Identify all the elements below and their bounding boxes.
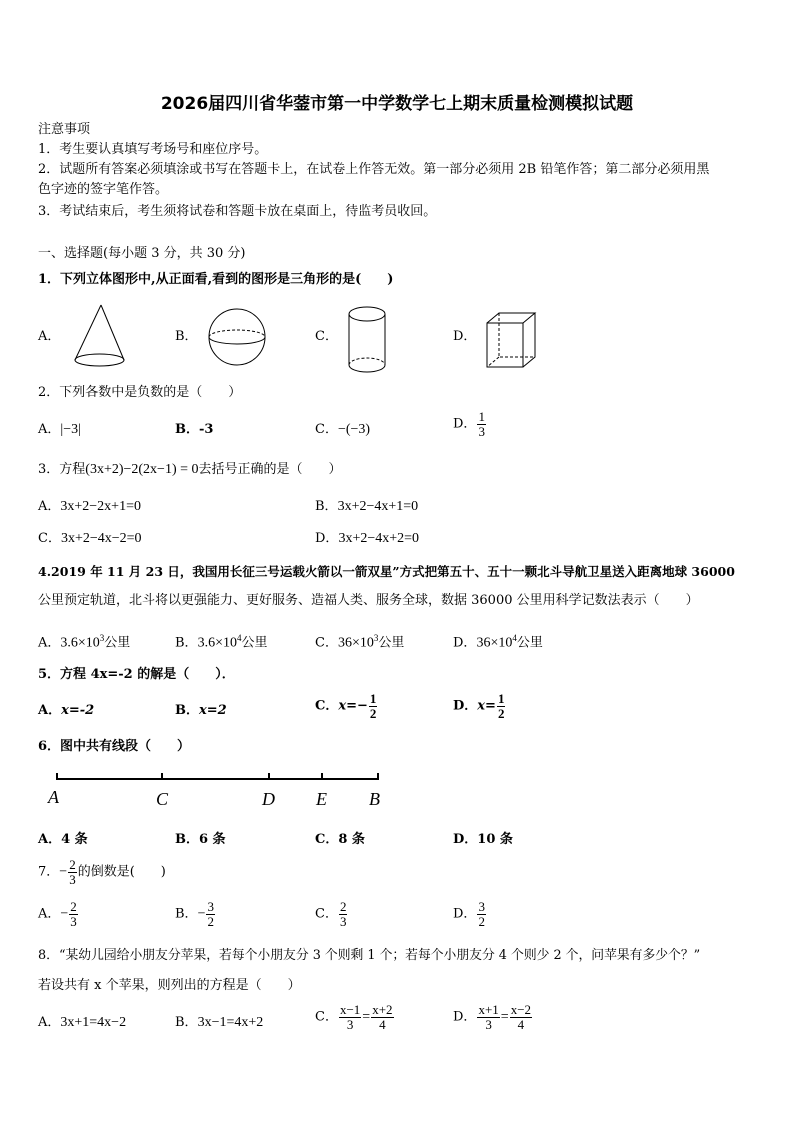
question-8-line1: 8．“某幼儿园给小朋友分苹果，若每个小朋友分 3 个则剩 1 个；若每个小朋友分 4 个则少 2 个，问苹果有多少个？” xyxy=(38,948,701,963)
point-label: C xyxy=(156,789,169,809)
question-8-line2: 若设共有 x 个苹果，则列出的方程是（ ） xyxy=(38,978,301,993)
point-label: B xyxy=(369,789,380,809)
point-label: A xyxy=(48,787,59,807)
q8-option-a: A．3x+1=4x−2 xyxy=(38,1015,127,1030)
notice-item: 色字迹的签字笔作答。 xyxy=(38,182,169,197)
notice-item: 3．考试结束后，考生须将试卷和答题卡放在桌面上，待监考员收回。 xyxy=(38,204,437,219)
line-segment-diagram xyxy=(50,772,390,812)
q5-option-a: A．x=-2 xyxy=(38,703,95,718)
q2-option-d: D． $\frac{1}{3}$ xyxy=(453,409,485,439)
notice-item: 2．试题所有答案必须填涂或书写在答题卡上，在试卷上作答无效。第一部分必须用 2B 铅笔作答；第二部分必须用黑 xyxy=(38,162,710,177)
q4-option-d: D．$36\times 10^4$公里 xyxy=(453,633,543,651)
q6-option-b: B．6 条 xyxy=(175,832,226,847)
question-7-stem: 7．− $\frac{2}{3}$ 的倒数是( ) xyxy=(38,857,166,887)
q6-option-d: D．10 条 xyxy=(453,832,513,847)
q6-option-a: A．4 条 xyxy=(38,832,88,847)
question-4-line1: 4.2019 年 11 月 23 日，我国用长征三号运载火箭以一箭双星”方式把第五十、五十一颗北斗导航卫星送入距离地球 36000 xyxy=(38,564,735,579)
cube-icon xyxy=(485,311,541,371)
notice-heading: 注意事项 xyxy=(38,122,91,137)
q3-option-c: C．3x+2−4x−2=0 xyxy=(38,531,142,546)
q5-option-c: C．x=− $\frac{1}{2}$ xyxy=(315,691,377,721)
q1-option-d: D． xyxy=(453,329,477,344)
q6-option-c: C．8 条 xyxy=(315,832,365,847)
q7-option-a: A．− $\frac{2}{3}$ xyxy=(38,899,77,929)
question-4-line2: 公里预定轨道，北斗将以更强能力、更好服务、造福人类、服务全球，数据 36000 公里用科学记数法表示（ ） xyxy=(38,593,699,608)
question-6-stem: 6．图中共有线段（ ） xyxy=(38,739,191,754)
page-title: 2026届四川省华蓥市第一中学数学七上期末质量检测模拟试题 xyxy=(160,94,634,114)
q3-option-b: B．3x+2−4x+1=0 xyxy=(315,499,419,514)
q2-option-b: B．-3 xyxy=(175,422,214,437)
cone-icon xyxy=(72,305,132,375)
q2-option-c: C．−(−3) xyxy=(315,422,371,437)
q7-option-b: B．− $\frac{3}{2}$ xyxy=(175,899,214,929)
q3-option-d: D．3x+2−4x+2=0 xyxy=(315,531,420,546)
q5-option-d: D．x= $\frac{1}{2}$ xyxy=(453,691,505,721)
q8-option-b: B．3x−1=4x+2 xyxy=(175,1015,264,1030)
q1-option-b: B． xyxy=(175,329,198,344)
point-label: E xyxy=(316,789,327,809)
q1-option-c: C． xyxy=(315,329,338,344)
question-5-stem: 5．方程 4x=-2 的解是（ ）． xyxy=(38,667,235,682)
q1-option-a: A． xyxy=(38,329,61,344)
q3-option-a: A．3x+2−2x+1=0 xyxy=(38,499,141,514)
q4-option-c: C．$36\times 10^3$公里 xyxy=(315,633,405,651)
question-1-stem: 1．下列立体图形中,从正面看,看到的图形是三角形的是( ) xyxy=(38,272,394,287)
q5-option-b: B．x=2 xyxy=(175,703,227,718)
question-2-stem: 2．下列各数中是负数的是（ ） xyxy=(38,385,242,400)
q7-option-c: C． $\frac{2}{3}$ xyxy=(315,899,347,929)
q4-option-a: A．$3.6\times 10^3$公里 xyxy=(38,633,131,651)
section-heading: 一、选择题(每小题 3 分，共 30 分) xyxy=(38,246,246,261)
q4-option-b: B．$3.6\times 10^4$公里 xyxy=(175,633,268,651)
notice-item: 1．考生要认真填写考场号和座位序号。 xyxy=(38,142,268,157)
q2-option-a: A．|−3| xyxy=(38,422,81,437)
cylinder-icon xyxy=(347,305,391,375)
sphere-icon xyxy=(207,308,269,370)
q8-option-c: C． $\frac{x-1}{3}$ = $\frac{x+2}{4}$ xyxy=(315,1002,393,1032)
question-3-stem: 3．方程(3x+2)−2(2x−1) = 0去括号正确的是（ ） xyxy=(38,462,342,477)
q8-option-d: D． $\frac{x+1}{3}$ = $\frac{x-2}{4}$ xyxy=(453,1002,532,1032)
q7-option-d: D． $\frac{3}{2}$ xyxy=(453,899,485,929)
point-label: D xyxy=(262,789,275,809)
